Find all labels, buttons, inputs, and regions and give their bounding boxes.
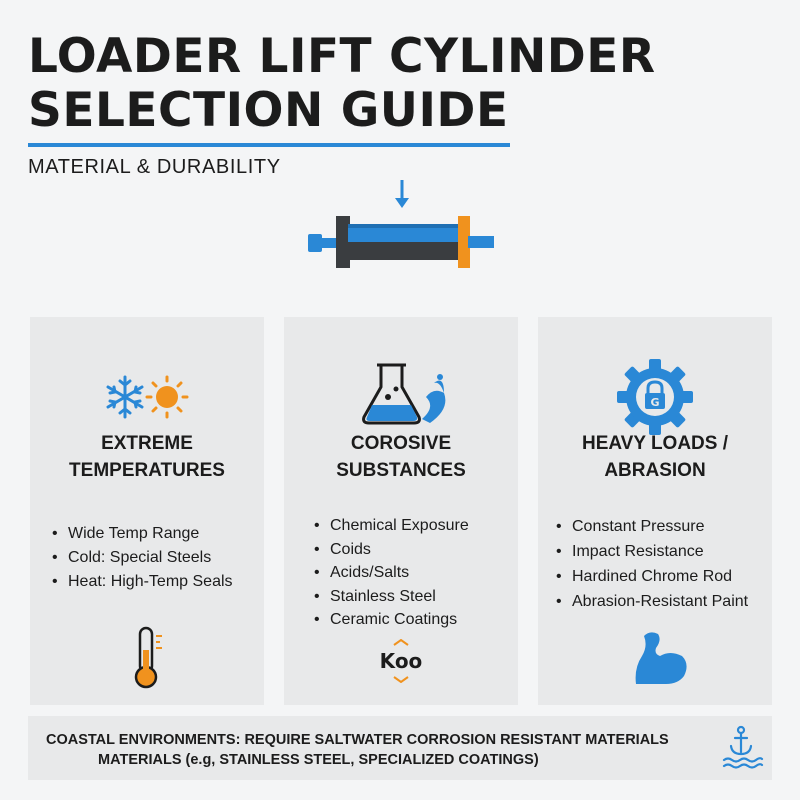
card-bullet-list <box>52 522 233 594</box>
banner-text <box>46 730 716 770</box>
list-item: • Ceramic Coatings <box>314 608 469 632</box>
card-title <box>538 430 772 484</box>
page-title <box>28 30 656 138</box>
card-corrosive-substances <box>284 317 518 705</box>
coastal-environments-banner <box>28 716 772 780</box>
thermometer-icon <box>30 622 264 692</box>
card-extreme-temperatures <box>30 317 264 705</box>
gear-lock-icon <box>538 337 772 437</box>
koo-logo-text: Koo <box>379 649 423 673</box>
list-item: • Impact Resistance <box>556 539 748 564</box>
card-heavy-loads <box>538 317 772 705</box>
banner-line1: COASTAL ENVIRONMENTS: REQUIRE SALTWATER CORROSION RESISTANT MATERIALS <box>46 732 669 748</box>
flask-splash-icon <box>284 337 518 437</box>
koo-logo-icon <box>376 639 426 683</box>
koo-logo <box>284 639 518 688</box>
card-title <box>284 430 518 484</box>
list-item: • Cold: Special Steels <box>52 546 233 570</box>
snowflake-sun-icon <box>30 337 264 437</box>
list-item: • Stainless Steel <box>314 585 469 609</box>
list-item: • Abrasion-Resistant Paint <box>556 589 748 614</box>
list-item: • Heat: High-Temp Seals <box>52 570 233 594</box>
card-title-line1: COROSIVE <box>350 433 452 454</box>
card-title <box>30 430 264 484</box>
card-title-line2: TEMPERATURES <box>69 460 225 481</box>
list-item: • Chemical Exposure <box>314 514 469 538</box>
banner-line2: MATERIALS (e.g, STAINLESS STEEL, SPECIALIZED COATINGS) <box>98 752 539 768</box>
card-title-line2: ABRASION <box>604 460 706 481</box>
list-item: • Coids <box>314 538 469 562</box>
page-title-line2: SELECTION GUIDE <box>28 83 509 138</box>
card-bullet-list <box>314 514 469 632</box>
list-item: • Acids/Salts <box>314 561 469 585</box>
card-title-line1: EXTREME <box>101 433 193 454</box>
list-item: • Wide Temp Range <box>52 522 233 546</box>
card-bullet-list <box>556 514 748 614</box>
page-subtitle: MATERIAL & DURABILITY <box>28 156 281 178</box>
list-item: • Constant Pressure <box>556 514 748 539</box>
anchor-waves-icon <box>716 724 766 774</box>
title-underline <box>28 143 510 147</box>
card-title-line1: HEAVY LOADS / <box>581 433 729 454</box>
page-title-line1: LOADER LIFT CYLINDER <box>28 29 656 84</box>
list-item: • Hardined Chrome Rod <box>556 564 748 589</box>
hydraulic-cylinder-icon <box>300 178 500 278</box>
card-title-line2: SUBSTANCES <box>336 460 466 481</box>
svg-text:G: G <box>650 396 660 409</box>
flexed-arm-icon <box>538 622 772 692</box>
